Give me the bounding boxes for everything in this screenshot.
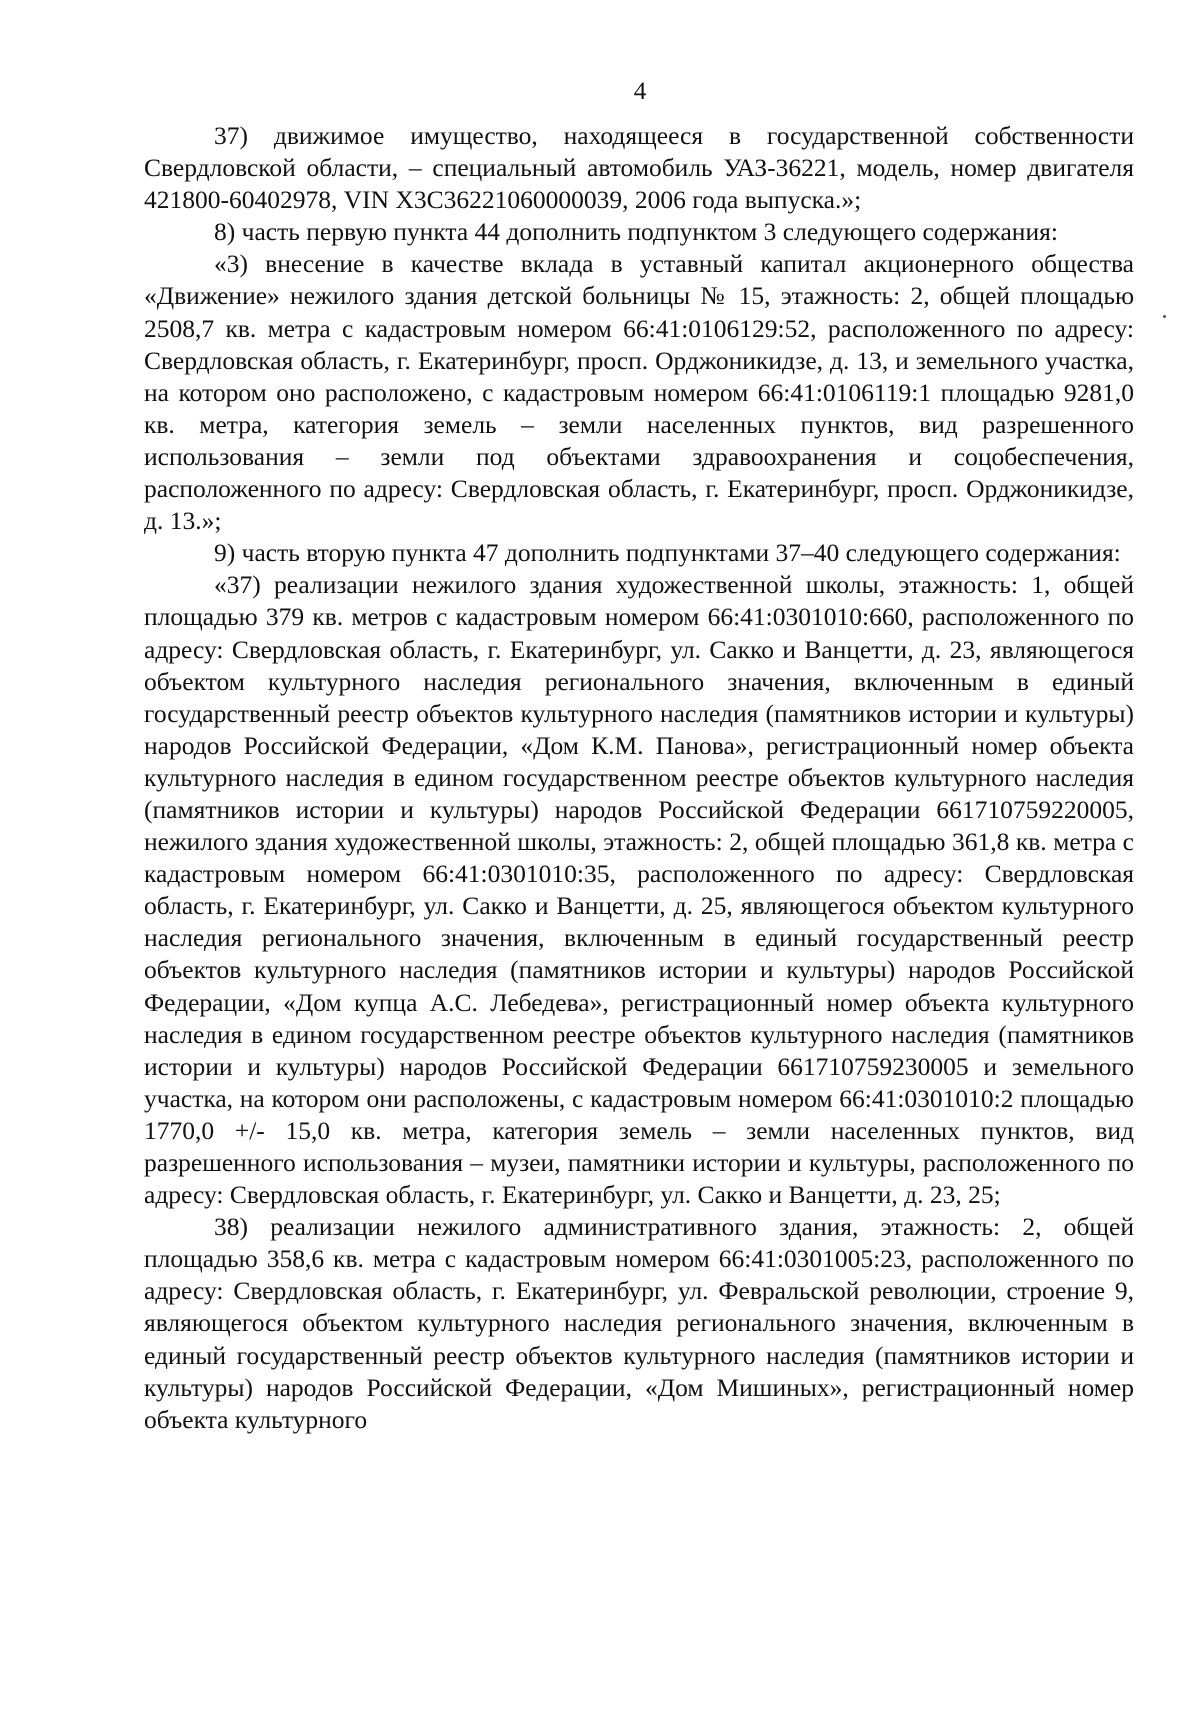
scan-speck (1163, 315, 1166, 318)
paragraph-subitem-37-sale: «37) реализации нежилого здания художественной школы, этажность: 1, общей площадью 379 кв. метров с кадастровым номером 66:41:0301010:660, расположенного по адресу: Свердловская область, г. Екатеринбург, ул. Сакко и Ванцетти, д. 23, являющегося объектом культурного наследия регионального значения, включенным в единый государственный реестр объектов культурного наследия (памятников истории и культуры) народов Российской Федерации, «Дом К.М. Панова», регистрационный номер объекта культурного наследия в едином государственном реестре объектов культурного наследия (памятников истории и культуры) народов Российской Федерации 661710759220005, нежилого здания художественной школы, этажность: 2, общей площадью 361,8 кв. метра с кадастровым номером 66:41:0301010:35, расположенного по адресу: Свердловская область, г. Екатеринбург, ул. Сакко и Ванцетти, д. 25, являющегося объектом культурного наследия регионального значения, включенным в единый государственный реестр объектов культурного наследия (памятников истории и культуры) народов Российской Федерации, «Дом купца А.С. Лебедева», регистрационный номер объекта культурного наследия в едином государственном реестре объектов культурного наследия (памятников истории и культуры) народов Российской Федерации 661710759230005 и земельного участка, на котором они расположены, с кадастровым номером 66:41:0301010:2 площадью 1770,0 +/- 15,0 кв. метра, категория земель – земли населенных пунктов, вид разрешенного использования – музеи, памятники истории и культуры, расположенного по адресу: Свердловская область, г. Екатеринбург, ул. Сакко и Ванцетти, д. 23, 25; (144, 570, 1134, 1210)
paragraph-subitem-38-sale: 38) реализации нежилого административного здания, этажность: 2, общей площадью 358,6 кв. метра с кадастровым номером 66:41:0301005:23, расположенного по адресу: Свердловская область, г. Екатеринбург, ул. Февральской революции, строение 9, являющегося объектом культурного наследия регионального значения, включенным в единый государственный реестр объектов культурного наследия (памятников истории и культуры) народов Российской Федерации, «Дом Мишиных», регистрационный номер объекта культурного (144, 1212, 1134, 1434)
page-number: 4 (633, 78, 647, 105)
paragraph-amend-point-8: 8) часть первую пункта 44 дополнить подпунктом 3 следующего содержания: (214, 217, 1058, 247)
paragraph-amend-point-9: 9) часть вторую пункта 47 дополнить подпунктами 37–40 следующего содержания: (214, 538, 1121, 568)
document-body (144, 120, 1134, 1436)
paragraph-item-37-movable-property: 37) движимое имущество, находящееся в государственной собственности Свердловской области, – специальный автомобиль УАЗ-36221, модель, номер двигателя 421800-60402978, VIN X3C36221060000039, 2006 года выпуска.»; (144, 121, 1134, 215)
paragraph-subitem-3-contribution: «3) внесение в качестве вклада в уставный капитал акционерного общества «Движение» нежилого здания детской больницы № 15, этажность: 2, общей площадью 2508,7 кв. метра с кадастровым номером 66:41:0106129:52, расположенного по адресу: Свердловская область, г. Екатеринбург, просп. Орджоникидзе, д. 13, и земельного участка, на котором оно расположено, с кадастровым номером 66:41:0106119:1 площадью 9281,0 кв. метра, категория земель – земли населенных пунктов, вид разрешенного использования – земли под объектами здравоохранения и соцобеспечения, расположенного по адресу: Свердловская область, г. Екатеринбург, просп. Орджоникидзе, д. 13.»; (144, 249, 1134, 536)
